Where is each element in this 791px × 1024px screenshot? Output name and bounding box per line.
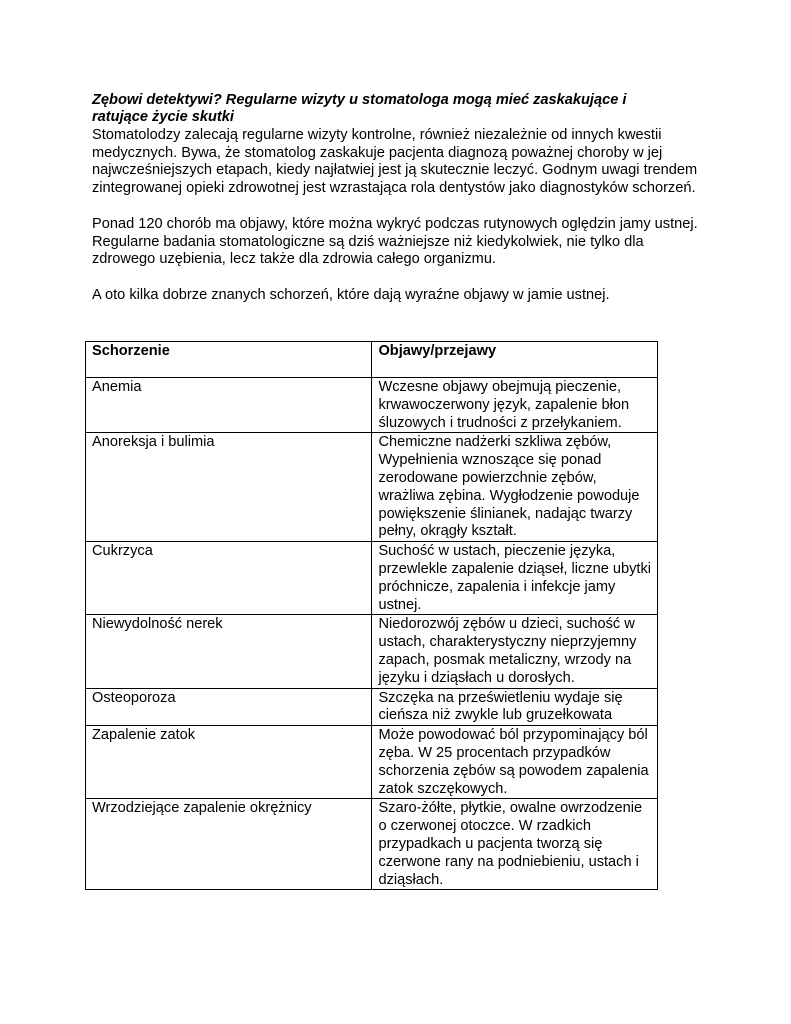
- table-row: [86, 433, 658, 542]
- table-header-row: [86, 342, 658, 378]
- symptoms-cell: Szczęka na prześwietleniu wydaje się cieńsza niż zwykle lub gruzełkowata: [372, 688, 658, 726]
- table-intro-paragraph: A oto kilka dobrze znanych schorzeń, które dają wyraźne objawy w jamie ustnej.: [92, 286, 610, 303]
- conditions-table: [85, 341, 658, 890]
- condition-cell: Anemia: [86, 378, 372, 433]
- condition-cell: Niewydolność nerek: [86, 615, 372, 688]
- condition-cell: Anoreksja i bulimia: [86, 433, 372, 542]
- table-row: [86, 615, 658, 688]
- symptoms-cell: Chemiczne nadżerki szkliwa zębów, Wypełnienia wznoszące się ponad zerodowane powierzchnie zębów, wrażliwa zębina. Wygłodzenie powoduje powiększenie ślinianek, nadając twarzy pełny, okrągły kształt.: [372, 433, 658, 542]
- table-row: [86, 542, 658, 615]
- condition-cell: Wrzodziejące zapalenie okrężnicy: [86, 799, 372, 890]
- intro-paragraph: Stomatolodzy zalecają regularne wizyty kontrolne, również niezależnie od innych kwestii medycznych. Bywa, że stomatolog zaskakuje pacjenta diagnozą poważnej choroby w jej najwcześniejszych etapach, kiedy najłatwiej jest ją skutecznie leczyć. Godnym uwagi trendem zintegrowanej opieki zdrowotnej jest wzrastająca rola dentystów jako diagnostyków schorzeń.: [92, 126, 698, 197]
- condition-cell: Zapalenie zatok: [86, 726, 372, 799]
- table-row: [86, 726, 658, 799]
- diseases-paragraph: Ponad 120 chorób ma objawy, które można wykryć podczas rutynowych oględzin jamy ustnej. Regularne badania stomatologiczne są dziś ważniejsze niż kiedykolwiek, nie tylko dla zdrowego uzębienia, lecz także dla zdrowia całego organizmu.: [92, 215, 698, 268]
- symptoms-cell: Wczesne objawy obejmują pieczenie, krwawoczerwony język, zapalenie błon śluzowych i trudności z przełykaniem.: [372, 378, 658, 433]
- table-row: [86, 378, 658, 433]
- symptoms-cell: Szaro-żółte, płytkie, owalne owrzodzenie o czerwonej otoczce. W rzadkich przypadkach u pacjenta tworzą się czerwone rany na podniebieniu, ustach i dziąsłach.: [372, 799, 658, 890]
- document-title: Zębowi detektywi? Regularne wizyty u stomatologa mogą mieć zaskakujące i ratujące życie skutki: [92, 92, 627, 126]
- header-symptoms: Objawy/przejawy: [372, 342, 658, 378]
- symptoms-cell: Niedorozwój zębów u dzieci, suchość w ustach, charakterystyczny nieprzyjemny zapach, posmak metaliczny, wrzody na języku i dziąsłach u dorosłych.: [372, 615, 658, 688]
- symptoms-cell: Może powodować ból przypominający ból zęba. W 25 procentach przypadków schorzenia zębów są powodem zapalenia zatok szczękowych.: [372, 726, 658, 799]
- header-condition: Schorzenie: [86, 342, 372, 378]
- condition-cell: Cukrzyca: [86, 542, 372, 615]
- condition-cell: Osteoporoza: [86, 688, 372, 726]
- document-body: [92, 92, 698, 305]
- symptoms-cell: Suchość w ustach, pieczenie języka, przewlekle zapalenie dziąseł, liczne ubytki próchnicze, zapalenia i infekcje jamy ustnej.: [372, 542, 658, 615]
- table-row: [86, 799, 658, 890]
- table-row: [86, 688, 658, 726]
